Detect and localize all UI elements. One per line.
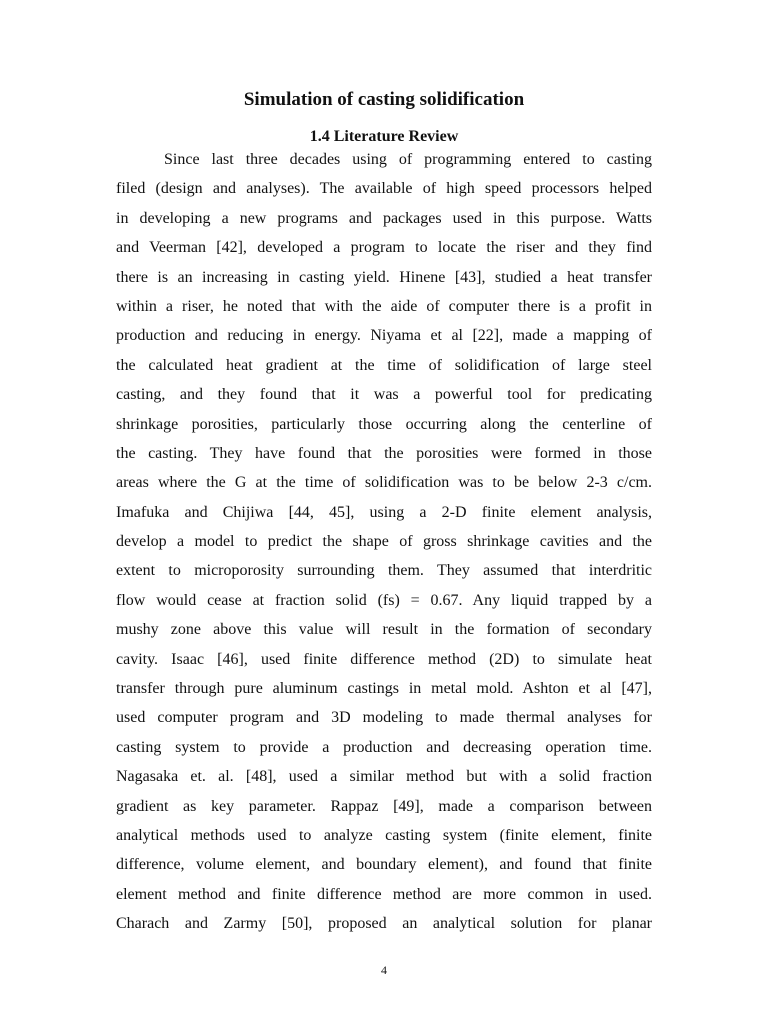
text-line: difference, volume element, and boundary element), and found that finite [116,856,652,874]
text-line: extent to microporosity surrounding them. They assumed that interdritic [116,562,652,580]
text-line: used computer program and 3D modeling to made thermal analyses for [116,709,652,727]
text-line: casting, and they found that it was a powerful tool for predicating [116,386,652,404]
text-line: within a riser, he noted that with the aide of computer there is a profit in [116,297,652,315]
text-line: analytical methods used to analyze casting system (finite element, finite [116,826,652,844]
text-line: production and reducing in energy. Niyama et al [22], made a mapping of [116,327,652,345]
text-line: and Veerman [42], developed a program to locate the riser and they find [116,239,652,257]
text-line: Nagasaka et. al. [48], used a similar method but with a solid fraction [116,768,652,786]
body-paragraph [116,145,652,939]
page-number: 4 [381,963,387,977]
text-line: gradient as key parameter. Rappaz [49], made a comparison between [116,797,652,815]
text-line: flow would cease at fraction solid (fs) = 0.67. Any liquid trapped by a [116,591,652,609]
text-line: casting system to provide a production and decreasing operation time. [116,738,652,756]
text-line: there is an increasing in casting yield. Hinene [43], studied a heat transfer [116,268,652,286]
text-line: the calculated heat gradient at the time of solidification of large steel [116,356,652,374]
text-line: element method and finite difference method are more common in used. [116,885,652,903]
text-line: the casting. They have found that the porosities were formed in those [116,444,652,462]
text-line: cavity. Isaac [46], used finite difference method (2D) to simulate heat [116,650,652,668]
text-line: areas where the G at the time of solidification was to be below 2-3 c/cm. [116,474,652,492]
text-line: mushy zone above this value will result in the formation of secondary [116,621,652,639]
text-line: Imafuka and Chijiwa [44, 45], using a 2-D finite element analysis, [116,503,652,521]
text-line: develop a model to predict the shape of gross shrinkage cavities and the [116,533,652,551]
section-heading: 1.4 Literature Review [309,128,459,145]
text-line: transfer through pure aluminum castings in metal mold. Ashton et al [47], [116,680,652,698]
text-line: filed (design and analyses). The available of high speed processors helped [116,180,652,198]
text-line: shrinkage porosities, particularly those occurring along the centerline of [116,415,652,433]
text-line: Charach and Zarmy [50], proposed an analytical solution for planar [116,915,652,933]
text-line: Since last three decades using of programming entered to casting [164,151,652,168]
text-line: in developing a new programs and packages used in this purpose. Watts [116,209,652,227]
document-title: Simulation of casting solidification [243,89,525,110]
